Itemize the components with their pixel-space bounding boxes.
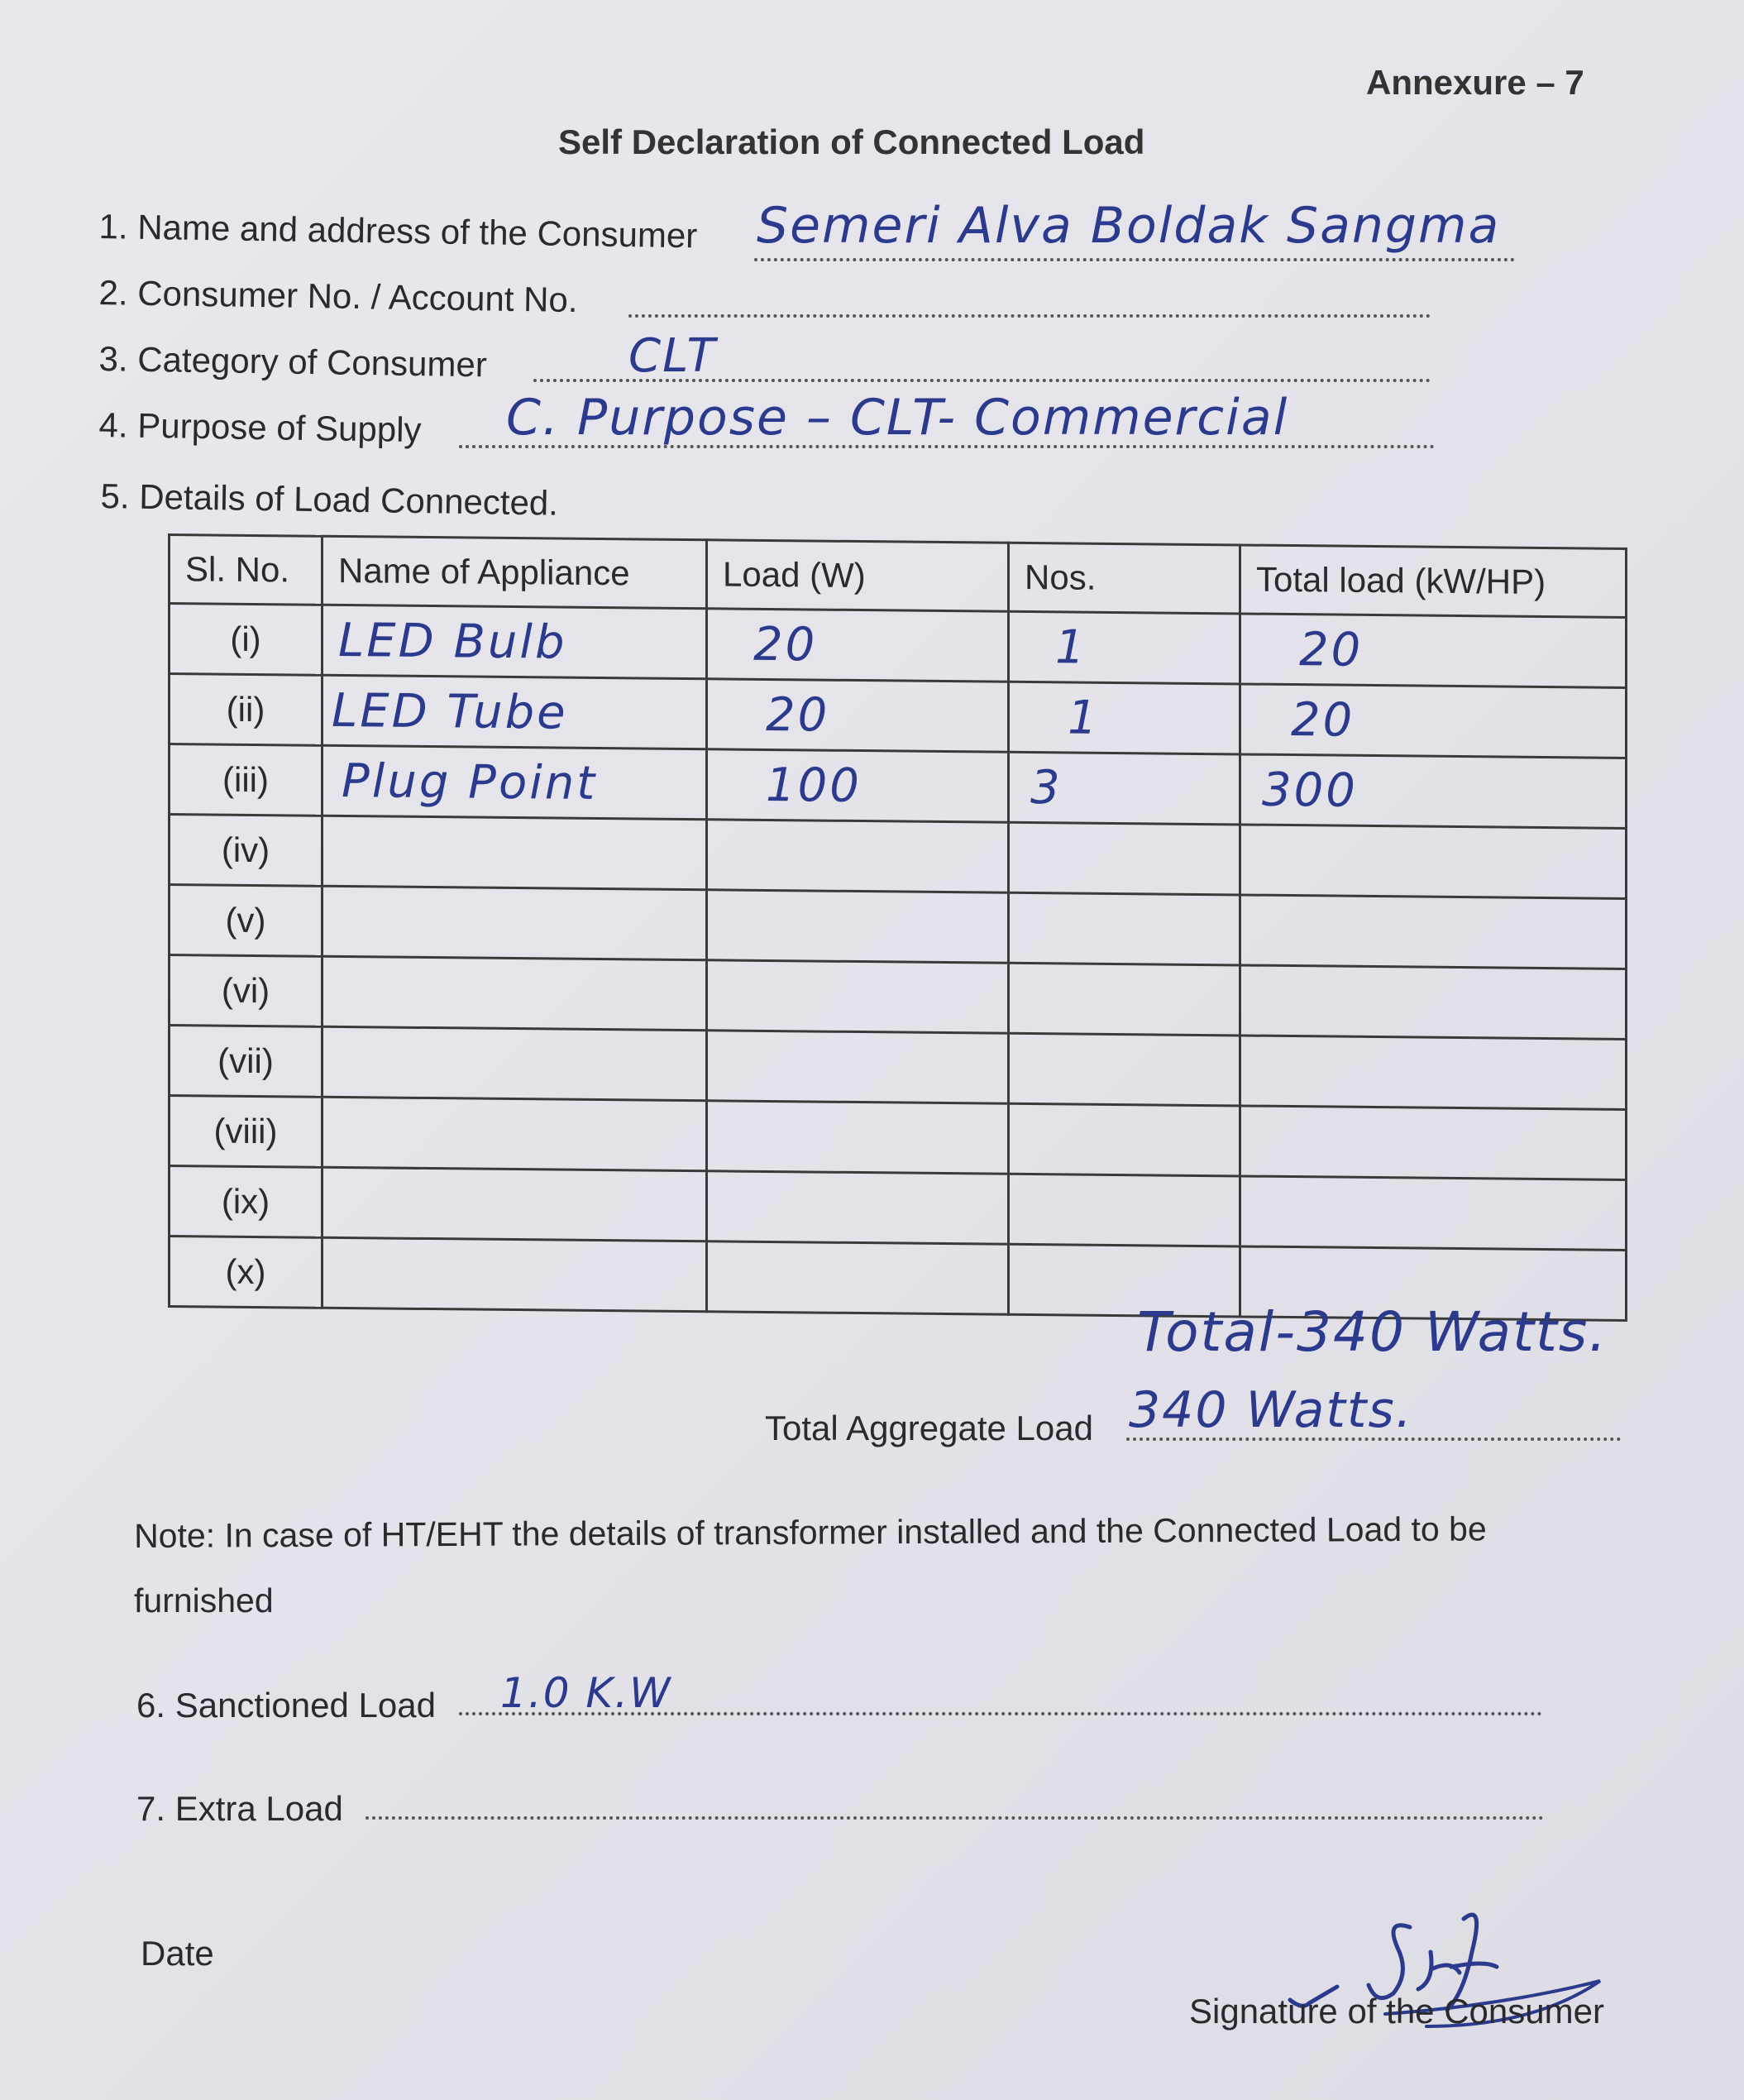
field-2-label: 2. Consumer No. / Account No. [98,273,578,320]
row-nos [1009,822,1240,895]
row-load [707,1101,1009,1174]
row-total: 300 [1240,754,1627,828]
sanctioned-label: 6. Sanctioned Load [136,1686,436,1724]
row-appliance: Plug Point [323,745,707,819]
row-total [1240,895,1627,969]
row-load: 100 [707,749,1009,823]
row-total [1240,1106,1627,1179]
row-appliance [323,886,707,959]
sanctioned-value: 1.0 K.W [500,1669,672,1717]
field-1-line [754,258,1515,261]
row-total [1240,1036,1627,1109]
row-appliance: LED Bulb [323,605,707,678]
note-line-2: furnished [134,1581,274,1619]
row-total [1240,965,1627,1039]
row-sl: (iv) [170,815,323,887]
row-appliance [323,816,707,889]
row-sl: (viii) [170,1096,323,1168]
row-sl: (iii) [170,744,323,816]
field-3-label: 3. Category of Consumer [98,339,488,385]
extra-label: 7. Extra Load [136,1789,343,1828]
field-4-label: 4. Purpose of Supply [98,405,422,450]
row-nos: 1 [1009,611,1240,684]
page-title: Self Declaration of Connected Load [558,122,1145,161]
row-nos [1009,1174,1240,1246]
row-load [707,1031,1009,1104]
row-total: 20 [1240,684,1627,758]
row-load [707,890,1009,964]
row-sl: (vi) [170,955,323,1027]
field-5-label: 5. Details of Load Connected. [100,476,559,523]
row-sl: (ii) [170,674,323,746]
row-nos: 3 [1009,752,1240,825]
row-appliance [323,1167,707,1241]
header-nos: Nos. [1009,543,1240,614]
annexure-label: Annexure – 7 [1366,63,1584,102]
row-load: 20 [707,609,1009,682]
handwritten-total: Total-340 Watts. [1137,1300,1608,1364]
row-appliance: LED Tube [323,675,707,749]
header-total-load: Total load (kW/HP) [1240,545,1627,617]
signature-label: Signature of the Consumer [1189,1992,1604,2031]
field-2-line [628,314,1431,318]
row-load [707,1171,1009,1245]
row-appliance [323,956,707,1030]
row-appliance [323,1237,707,1311]
extra-line [366,1816,1544,1820]
load-table [168,533,1627,1322]
header-appliance: Name of Appliance [323,536,707,608]
field-1-label: 1. Name and address of the Consumer [98,207,698,256]
row-sl: (x) [170,1237,323,1308]
row-total [1240,1176,1627,1250]
field-3-value: CLT [628,329,717,383]
field-4-value: C. Purpose – CLT- Commercial [506,389,1289,447]
note-line-1: Note: In case of HT/EHT the details of transformer installed and the Connected Load to be [134,1509,1487,1555]
aggregate-value: 340 Watts. [1129,1381,1413,1439]
aggregate-label: Total Aggregate Load [765,1409,1093,1447]
row-sl: (vii) [170,1026,323,1098]
row-total: 20 [1240,614,1627,687]
row-load [707,820,1009,893]
row-load: 20 [707,679,1009,753]
row-appliance [323,1026,707,1100]
row-sl: (i) [170,604,323,676]
row-load [707,960,1009,1034]
row-appliance [323,1097,707,1170]
header-sl-no: Sl. No. [170,535,323,605]
row-sl: (v) [170,885,323,957]
row-nos [1009,963,1240,1036]
row-nos [1009,1103,1240,1176]
row-nos [1009,1033,1240,1106]
field-1-value: Semeri Alva Boldak Sangma [757,197,1501,255]
row-total [1240,825,1627,898]
row-load [707,1241,1009,1315]
row-sl: (ix) [170,1166,323,1238]
date-label: Date [141,1934,214,1973]
row-nos: 1 [1009,682,1240,754]
row-nos [1009,892,1240,965]
header-load: Load (W) [707,540,1009,612]
